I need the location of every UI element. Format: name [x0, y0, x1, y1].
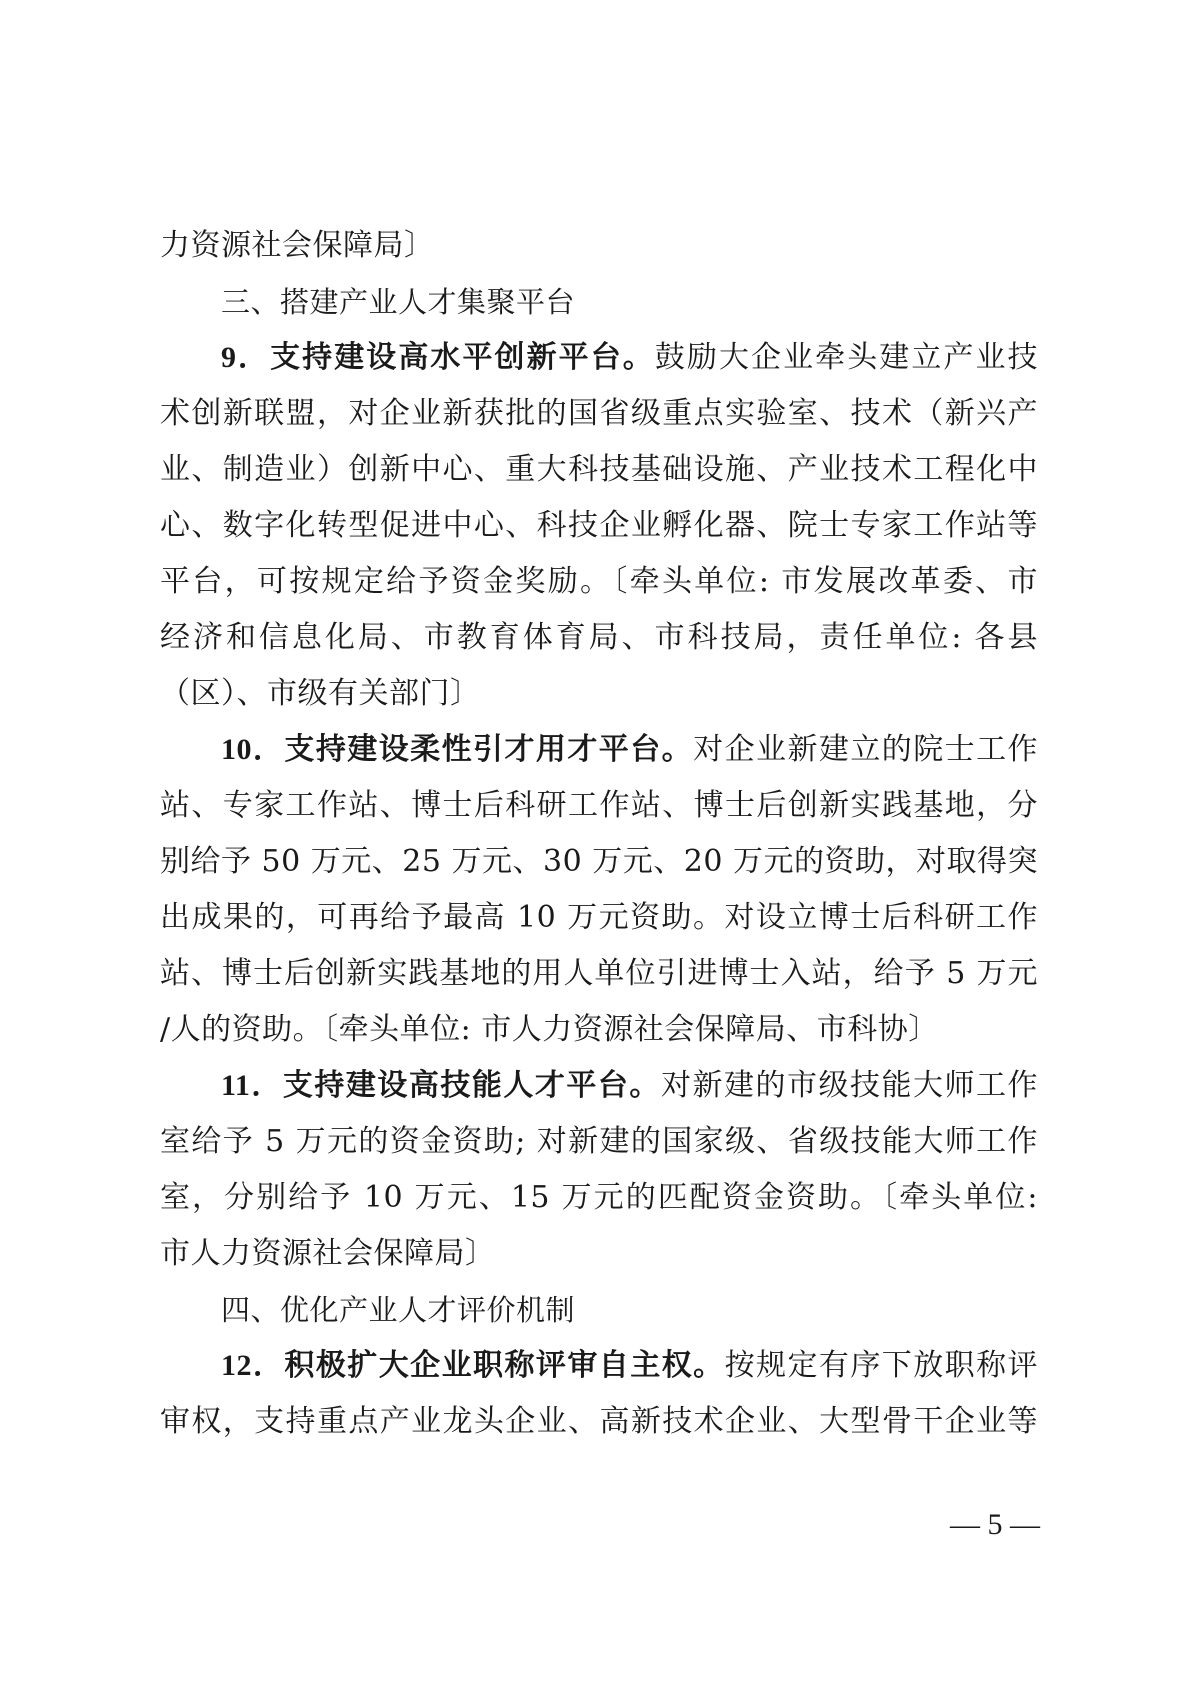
item-10-text: 对企业新建立的院士工作: [693, 732, 1039, 767]
item-12-number: 12．: [221, 1349, 285, 1382]
item-10-line-3: 别给予 50 万元、25 万元、30 万元、20 万元的资助，对取得突: [160, 844, 1038, 879]
item-10-number: 10．: [221, 733, 285, 766]
item-11-number: 11．: [221, 1069, 283, 1102]
item-11-text: 对新建的市级技能大师工作: [660, 1068, 1038, 1103]
item-11-title: 支持建设高技能人才平台。: [282, 1068, 661, 1103]
item-12-title: 积极扩大企业职称评审自主权。: [284, 1348, 725, 1383]
item-12-first-line: [160, 1338, 1038, 1394]
item-9-line-3: 业、制造业）创新中心、重大科技基础设施、产业技术工程化中: [160, 452, 1038, 487]
item-10-title: 支持建设柔性引才用才平台。: [284, 732, 694, 767]
item-12-text: 按规定有序下放职称评: [724, 1348, 1039, 1383]
item-9-line-5: 平台，可按规定给予资金奖励。〔牵头单位: 市发展改革委、市: [160, 564, 1038, 599]
item-9-title: 支持建设高水平创新平台。: [270, 340, 655, 375]
item-9-line-6: 经济和信息化局、市教育体育局、市科技局，责任单位: 各县: [160, 620, 1038, 655]
item-9-line-4: 心、数字化转型促进中心、科技企业孵化器、院士专家工作站等: [160, 508, 1038, 543]
item-11-line-2: 室给予 5 万元的资金资助; 对新建的国家级、省级技能大师工作: [160, 1124, 1038, 1159]
item-9-text: 鼓励大企业牵头建立产业技: [654, 340, 1039, 375]
item-10-line-5: 站、博士后创新实践基地的用人单位引进博士入站，给予 5 万元: [160, 956, 1038, 991]
item-10-line-4: 出成果的，可再给予最高 10 万元资助。对设立博士后科研工作: [160, 900, 1038, 935]
page-number: — 5 —: [950, 1508, 1040, 1541]
item-9-line-2: 术创新联盟，对企业新获批的国省级重点实验室、技术（新兴产: [160, 396, 1038, 431]
item-9-line-7: （区）、市级有关部门〕: [160, 676, 481, 711]
item-10-line-6: /人的资助。〔牵头单位: 市人力资源社会保障局、市科协〕: [160, 1012, 939, 1047]
item-9-first-line: [160, 330, 1038, 386]
item-10-line-2: 站、专家工作站、博士后科研工作站、博士后创新实践基地，分: [160, 788, 1038, 823]
item-12-line-2: 审权，支持重点产业龙头企业、高新技术企业、大型骨干企业等: [160, 1404, 1038, 1439]
section-heading-3: 三、搭建产业人才集聚平台: [221, 285, 576, 319]
paragraph-continuation: 力资源社会保障局〕: [160, 228, 435, 263]
item-10-first-line: [160, 722, 1038, 778]
section-heading-4: 四、优化产业人才评价机制: [221, 1293, 576, 1327]
item-11-first-line: [160, 1058, 1038, 1114]
item-11-line-4: 市人力资源社会保障局〕: [160, 1236, 496, 1271]
item-9-number: 9．: [221, 341, 271, 374]
document-body: [160, 218, 1038, 1450]
item-11-line-3: 室，分别给予 10 万元、15 万元的匹配资金资助。〔牵头单位:: [160, 1180, 1038, 1215]
